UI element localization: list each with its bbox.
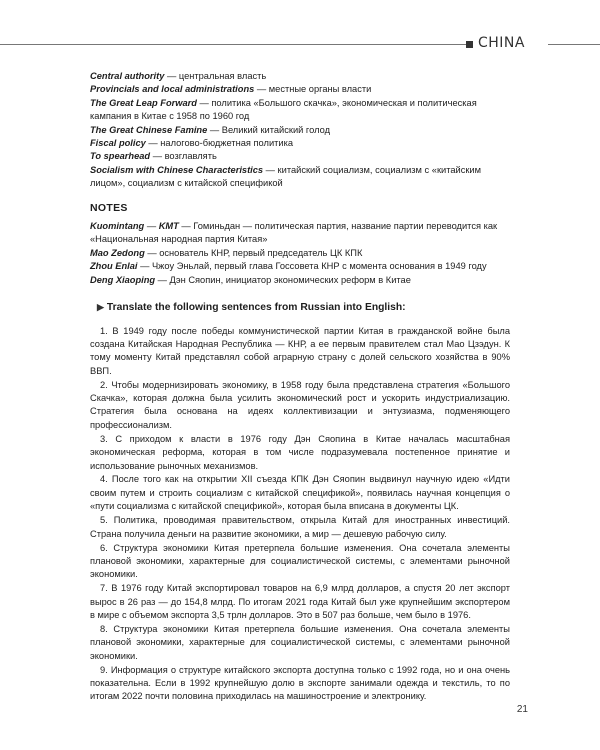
sentence: 7. В 1976 году Китай экспортировал товаров на 6,9 млрд долларов, а спустя 20 лет экспорт вырос в 26 раз — до 154,8 млрд. По итогам 2021 года Китай был уже крупнейшим экспортером в мире с объемом экспорта 3,5 трлн долларов. Это в 507 раз больше, чем было в 1976.	[90, 583, 510, 621]
glossary	[90, 70, 510, 191]
sentence: 6. Структура экономики Китая претерпела большие изменения. Она сочетала элементы плановой экономики, характерные для социалистической системы, с элементами рыночной экономики.	[90, 542, 510, 580]
glossary-item: Central authority — центральная власть	[90, 71, 267, 81]
notes-list	[90, 220, 510, 287]
sentence: 4. После того как на открытии XII съезда КПК Дэн Сяопин выдвинул научную идею «Идти своим путем и строить социализм с китайской спецификой», появилась научная концепция о «пути социализма с китайской спецификой», которая была вписана в документы ЦК.	[90, 474, 510, 512]
notes-heading: NOTES	[90, 201, 128, 214]
glossary-item: The Great Leap Forward — политика «Большого скачка», экономическая и политическая кампания в Китае с 1958 по 1960 год	[90, 97, 477, 122]
note-item: Mao Zedong — основатель КНР, первый председатель ЦК КПК	[90, 247, 363, 258]
page-number: 21	[516, 704, 528, 715]
header-bullet-square	[466, 41, 473, 48]
glossary-item: Socialism with Chinese Characteristics — китайский социализм, социализм с «китайским лицом», социализм с китайской спецификой	[90, 164, 482, 189]
section-title: CHINA	[478, 35, 525, 51]
header-rule-right	[548, 44, 600, 45]
page-content	[90, 70, 510, 704]
exercise-sentences	[90, 325, 510, 704]
note-item: Deng Xiaoping — Дэн Сяопин, инициатор экономических реформ в Китае	[90, 274, 411, 285]
glossary-item: The Great Chinese Famine — Великий китайский голод	[90, 124, 330, 135]
sentence: 3. С приходом к власти в 1976 году Дэн Сяопина в Китае началась масштабная экономическая реформа, которая в том числе подразумевала постепенное принятие и использование рыночных механизмов.	[90, 433, 510, 471]
note-item: Zhou Enlai — Чжоу Эньлай, первый глава Госсовета КНР с момента основания в 1949 году	[90, 261, 487, 272]
sentence: 8. Структура экономики Китая претерпела большие изменения. Она сочетала элементы плановой экономики, характерные для социалистической системы, с элементами рыночной экономики.	[90, 623, 510, 661]
header-rule-left	[0, 44, 470, 45]
sentence: 2. Чтобы модернизировать экономику, в 1958 году была представлена стратегия «Большого Скачка», которая должна была усилить экономический рост и ускорить индустриализацию. Стратегия была основана на идеях коллективизации и энтузиазма, подменяющего профессионализм.	[90, 379, 510, 430]
sentence: 5. Политика, проводимая правительством, открыла Китай для иностранных инвестиций. Страна получила деньги на развитие экономики, а мир — дешевую рабочую силу.	[90, 515, 510, 539]
glossary-item: To spearhead — возглавлять	[90, 151, 217, 162]
sentence: 9. Информация о структуре китайского экспорта доступна только с 1992 года, но и она очень показательна. Если в 1992 крупнейшую долю в экспорте занимали одежда и текстиль, то по итогам 2022 почти половина приходилась на машиностроение и электронику.	[90, 664, 510, 702]
triangle-bullet-icon: ▶	[97, 302, 104, 313]
sentence: 1. В 1949 году после победы коммунистической партии Китая в гражданской войне была создана Китайская Народная Республика — КНР, а ее первым правителем стал Мао Цзэдун. К тому моменту Китай представлял собой аграрную страну с долей сельского хозяйства в 90% ВВП.	[90, 325, 510, 376]
running-header	[0, 34, 600, 56]
glossary-item: Provincials and local administrations — местные органы власти	[90, 84, 372, 95]
glossary-item: Fiscal policy — налогово-бюджетная политика	[90, 138, 294, 149]
exercise-instruction: ▶ Translate the following sentences from Russian into English:	[97, 302, 406, 314]
note-item: Kuomintang — KMT — Гоминьдан — политическая партия, название партии переводится как «Национальная народная партия Китая»	[90, 221, 498, 245]
